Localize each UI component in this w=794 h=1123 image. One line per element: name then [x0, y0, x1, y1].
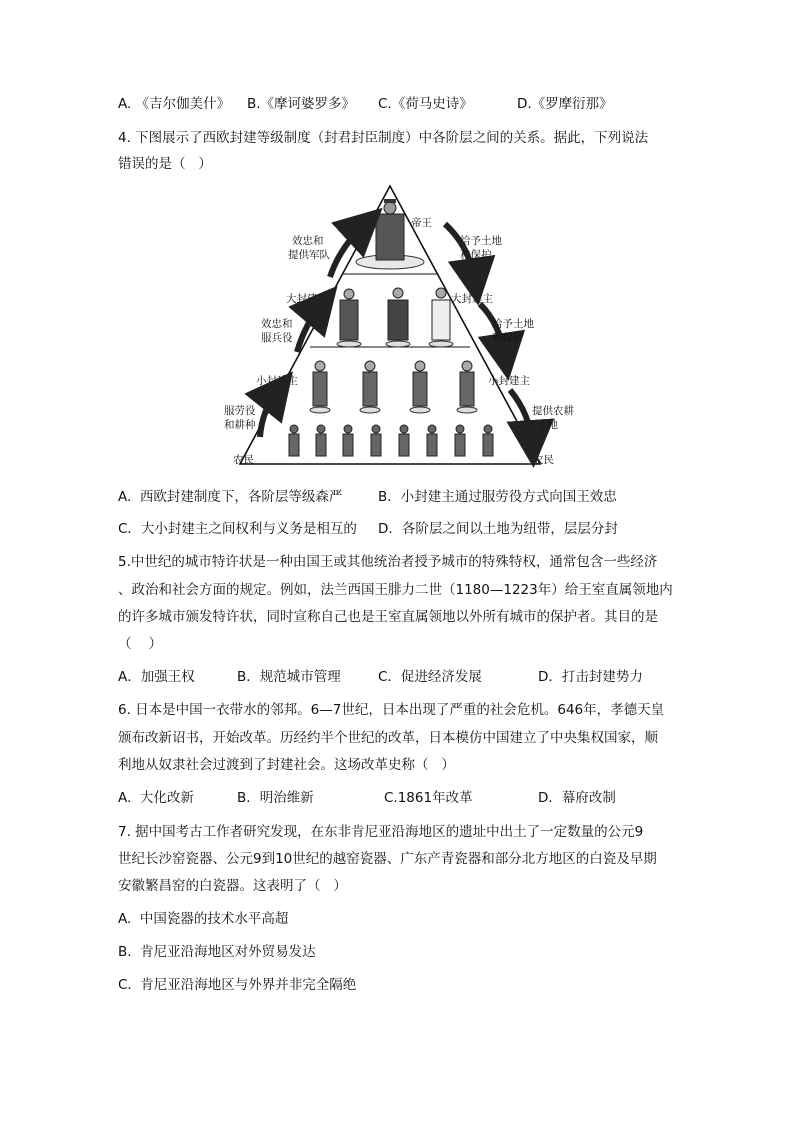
q6-option-c: C.1861年改革 — [384, 790, 473, 806]
q5-option-b: B．规范城市管理 — [237, 669, 341, 685]
q7-option-c: C. 肯尼亚沿海地区与外界并非完全隔绝 — [118, 977, 357, 993]
label-right-lesser-lord: 小封建主 — [488, 375, 530, 387]
q4-stem-line2: 错误的是（ ） — [118, 156, 212, 172]
arrow-right-1-text1: 给予土地 — [460, 235, 502, 247]
arrow-left-1-text1: 效忠和 — [292, 235, 324, 247]
q7-line1: 7. 据中国考古工作者研究发现，在东非肯尼亚沿海地区的遗址中出土了一定数量的公元9 — [118, 824, 644, 840]
q7-option-b: B. 肯尼亚沿海地区对外贸易发达 — [118, 944, 316, 960]
q6-line2: 颁布改新诏书，开始改革。历经约半个世纪的改革，日本模仿中国建立了中央集权国家，顺 — [118, 730, 658, 746]
q3-option-a: A. 《吉尔伽美什》 — [118, 96, 231, 112]
arrow-left-1-text2: 提供军队 — [288, 249, 330, 261]
label-left-king: 帝王 — [350, 217, 371, 229]
label-left-great-lord: 大封建主 — [286, 293, 328, 305]
q7-line3: 安徽繁昌窑的白瓷器。这表明了（ ） — [118, 878, 347, 894]
q4-stem-line1: 4. 下图展示了西欧封建等级制度（封君封臣制度）中各阶层之间的关系。据此，下列说法 — [118, 130, 649, 146]
q3-option-b: B.《摩诃婆罗多》 — [247, 96, 356, 112]
q6-line1: 6. 日本是中国一衣带水的邻邦。6—7世纪，日本出现了严重的社会危机。646年，孝德天皇 — [118, 702, 665, 718]
q6-line3: 利地从奴隶社会过渡到了封建社会。这场改革史称（ ） — [118, 757, 455, 773]
arrow-right-3-text1: 提供农耕 — [532, 405, 574, 417]
arrow-left-2-text2: 服兵役 — [261, 332, 293, 344]
q4-option-a: A. 西欧封建制度下，各阶层等级森严 — [118, 489, 343, 505]
great-lord-figures — [337, 288, 453, 347]
arrow-left-3-text2: 和耕种 — [224, 419, 256, 431]
q3-option-c: C.《荷马史诗》 — [378, 96, 473, 112]
q3-option-d: D.《罗摩衍那》 — [517, 96, 613, 112]
arrow-left-2 — [297, 304, 322, 352]
q4-option-c: C．大小封建主之间权利与义务是相互的 — [118, 521, 357, 537]
king-figure — [356, 199, 424, 269]
q5-line1: 5.中世纪的城市特许状是一种由国王或其他统治者授予城市的特殊特权，通常包含一些经济 — [118, 554, 658, 570]
q5-line2: 、政治和社会方面的规定。例如，法兰西国王腓力二世（1180—1223年）给王室直属领地内 — [118, 582, 673, 598]
q5-option-d: D．打击封建势力 — [538, 669, 643, 685]
arrow-right-2 — [480, 304, 505, 357]
q4-option-d: D．各阶层之间以土地为纽带，层层分封 — [378, 521, 618, 537]
feudal-hierarchy-diagram — [200, 182, 580, 472]
q7-line2: 世纪长沙窑瓷器、公元9到10世纪的越窑瓷器、广东产青瓷器和部分北方地区的白瓷及早期 — [118, 851, 657, 867]
arrow-right-2-text2: 和保护 — [492, 332, 524, 344]
peasant-figures — [289, 425, 493, 456]
q5-line4: （ ） — [118, 636, 163, 652]
q5-option-a: A．加强王权 — [118, 669, 195, 685]
label-right-king: 帝王 — [411, 217, 432, 229]
q6-option-a: A. 大化改新 — [118, 790, 194, 806]
arrow-right-3 — [510, 390, 532, 444]
q5-line3: 的许多城市颁发特许状，同时宣称自己也是王室直属领地以外所有城市的保护者。其目的是 — [118, 609, 658, 625]
label-right-great-lord: 大封建主 — [451, 293, 493, 305]
label-left-lesser-lord: 小封建主 — [256, 375, 298, 387]
arrow-right-2-text1: 给予土地 — [492, 318, 534, 330]
label-left-peasant: 农民 — [233, 454, 254, 466]
lesser-lord-figures — [310, 361, 477, 413]
q7-option-a: A. 中国瓷器的技术水平高超 — [118, 911, 289, 927]
arrow-right-1-text2: 和保护 — [460, 249, 492, 261]
arrow-left-2-text1: 效忠和 — [261, 318, 293, 330]
arrow-left-3-text1: 服劳役 — [224, 405, 256, 417]
arrow-left-3 — [260, 390, 278, 437]
q4-option-b: B．小封建主通过服劳役方式向国王效忠 — [378, 489, 617, 505]
arrow-left-1 — [330, 224, 365, 277]
q5-option-c: C．促进经济发展 — [378, 669, 482, 685]
q6-option-b: B．明治维新 — [237, 790, 314, 806]
arrow-right-3-text2: 土地 — [537, 419, 558, 431]
q6-option-d: D．幕府改制 — [538, 790, 616, 806]
label-right-peasant: 农民 — [533, 454, 554, 466]
